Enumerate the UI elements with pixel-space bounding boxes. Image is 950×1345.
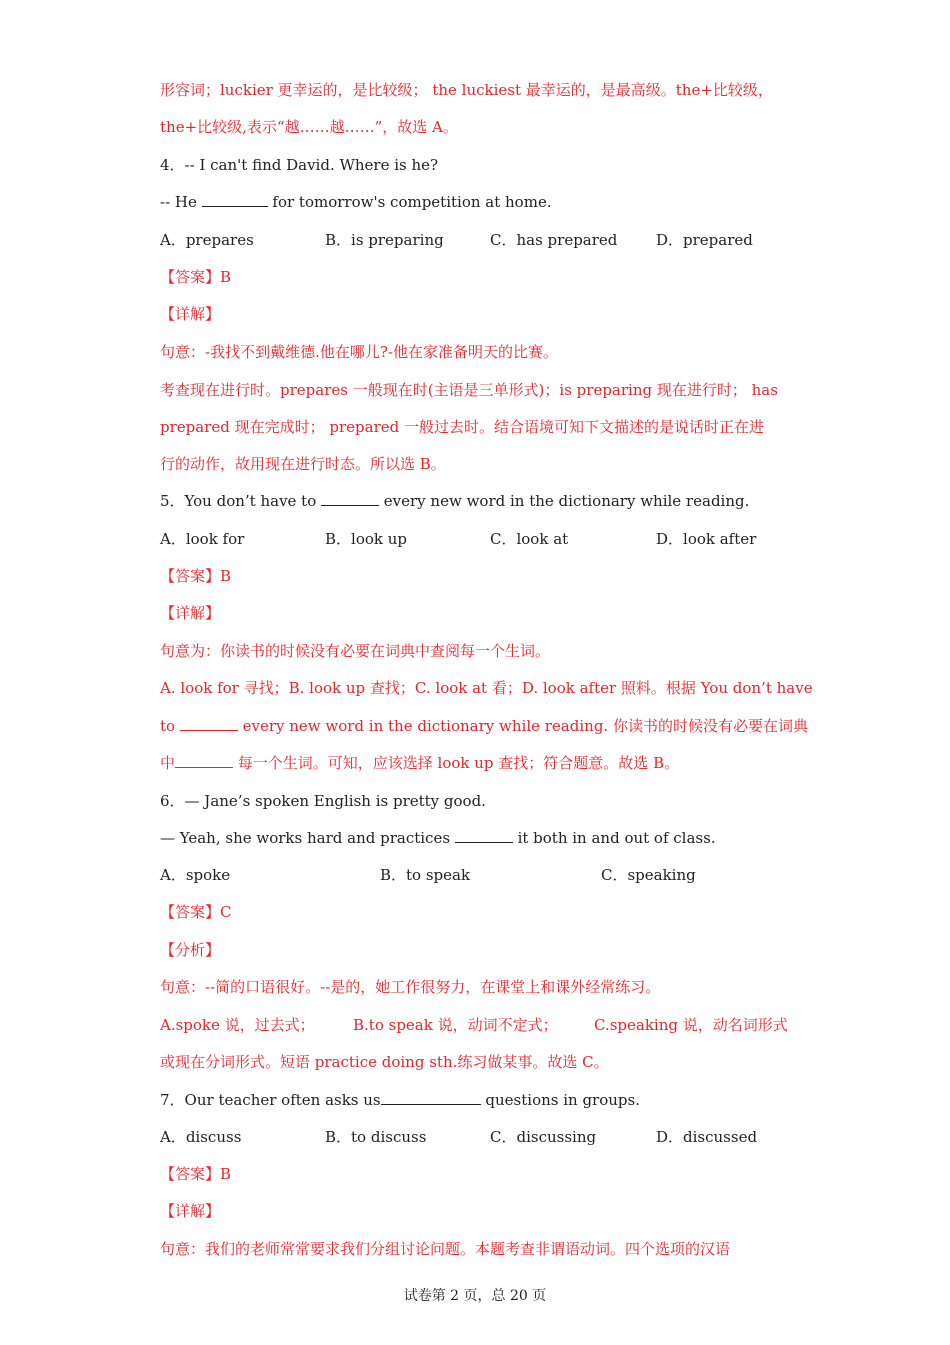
answer-blank — [381, 1090, 481, 1105]
option-b[interactable]: B．look up — [325, 530, 408, 548]
explanation-line: to every new word in the dictionary while reading. 你读书的时候没有必要在词典 — [160, 717, 808, 735]
carryover-explanation-line-2: the+比较级,表示“越……越……”，故选 A。 — [160, 118, 458, 136]
question-4-stem: 4．-- I can't find David. Where is he? — [160, 156, 439, 174]
explanation-line: A. look for 寻找；B. look up 查找；C. look at 看；D. look after 照料。根据 You don’t have — [160, 679, 813, 697]
explanation-line: 行的动作，故用现在进行时态。所以选 B。 — [160, 455, 446, 473]
answer-blank — [175, 753, 233, 768]
option-a[interactable]: A．spoke — [160, 866, 231, 884]
option-c[interactable]: C．look at — [490, 530, 569, 548]
answer-blank — [202, 192, 268, 207]
answer-label: 【答案】C — [160, 903, 232, 921]
explanation-heading: 【详解】 — [160, 1202, 221, 1220]
answer-blank — [455, 828, 513, 843]
option-b[interactable]: B．is preparing — [325, 231, 444, 249]
answer-label: 【答案】B — [160, 1165, 232, 1183]
explanation-heading: 【详解】 — [160, 305, 221, 323]
question-6-line-2: — Yeah, she works hard and practices it both in and out of class. — [160, 829, 716, 847]
question-6-stem: 6．— Jane’s spoken English is pretty good. — [160, 792, 486, 810]
explanation-heading: 【详解】 — [160, 604, 221, 622]
option-d[interactable]: D．discussed — [656, 1128, 758, 1146]
explanation-line: 句意：我们的老师常常要求我们分组讨论问题。本题考查非谓语动词。四个选项的汉语 — [160, 1240, 731, 1258]
answer-label: 【答案】B — [160, 268, 232, 286]
option-c[interactable]: C．has prepared — [490, 231, 618, 249]
carryover-explanation-line-1: 形容词；luckier 更幸运的，是比较级； the luckiest 最幸运的，是最高级。the+比较级， — [160, 81, 773, 99]
explanation-line: 句意：-我找不到戴维德.他在哪儿?-他在家准备明天的比赛。 — [160, 343, 558, 361]
question-5-stem: 5．You don’t have to every new word in the dictionary while reading. — [160, 492, 750, 510]
analysis-heading: 【分析】 — [160, 941, 221, 959]
option-b[interactable]: B．to discuss — [325, 1128, 427, 1146]
answer-blank — [180, 716, 238, 731]
option-c[interactable]: C．discussing — [490, 1128, 597, 1146]
option-b[interactable]: B．to speak — [380, 866, 471, 884]
option-a[interactable]: A．prepares — [160, 231, 254, 249]
answer-blank — [321, 491, 379, 506]
explanation-line: 句意：--简的口语很好。--是的，她工作很努力，在课堂上和课外经常练习。 — [160, 978, 661, 996]
question-4-line-2: -- He for tomorrow's competition at home. — [160, 193, 552, 211]
option-a[interactable]: A．look for — [160, 530, 245, 548]
option-d[interactable]: D．look after — [656, 530, 757, 548]
explanation-line: 或现在分词形式。短语 practice doing sth.练习做某事。故选 C。 — [160, 1053, 609, 1071]
option-a[interactable]: A．discuss — [160, 1128, 242, 1146]
page-footer: 试卷第 2 页，总 20 页 — [403, 1288, 547, 1304]
explanation-line: 句意为：你读书的时候没有必要在词典中查阅每一个生词。 — [160, 642, 551, 660]
option-c[interactable]: C．speaking — [601, 866, 696, 884]
explanation-line: 中 每一个生词。可知，应该选择 look up 查找；符合题意。故选 B。 — [160, 754, 680, 772]
explanation-line: prepared 现在完成时； prepared 一般过去时。结合语境可知下文描述的是说话时正在进 — [160, 418, 764, 436]
answer-label: 【答案】B — [160, 567, 232, 585]
exam-page: 形容词；luckier 更幸运的，是比较级； the luckiest 最幸运的，是最高级。the+比较级， the+比较级,表示“越……越……”，故选 A。 4．-- I can't find David. Where is he? -- He for tomorrow's competition at home. A．prepares B．is preparing C．has prepared D．prepared 【答案】B 【详解】 句意：-我找不到戴维德.他在哪儿?-他在家准备明天的比赛。 考查现在进行时。prepares 一般现在时(主语是三单形式)；is preparing 现在进行时； has prepared 现在完成时； prepared 一般过去时。结合语境可知下文描述的是说话时正在进 行的动作，故用现在进行时态。所以选 B。 5．You don’t have to every new word in the dictionary while reading. A．look for B．look up C．look at D．look after 【答案】B 【详解】 句意为：你读书的时候没有必要在词典中查阅每一个生词。 A. look for 寻找；B. look up 查找；C. look at 看；D. look after 照料。根据 You don’t have to every new word in the dictionary while reading. 你读书的时候没有必要在词典 中 每一个生词。可知，应该选择 look up 查找；符合题意。故选 B。 6．— Jane’s spoken English is pretty good. — Yeah, she works hard and practices it both in and out of class. A．spoke B．to speak C．speaking 【答案】C 【分析】 句意：--简的口语很好。--是的，她工作很努力，在课堂上和课外经常练习。 A.spoke 说，过去式； B.to speak 说，动词不定式； C.speaking 说，动名词形式 或现在分词形式。短语 practice doing sth.练习做某事。故选 C。 7．Our teacher often asks us questions in groups. A．discuss B．to discuss C．discussing D．discussed 【答案】B 【详解】 句意：我们的老师常常要求我们分组讨论问题。本题考查非谓语动词。四个选项的汉语 试卷第 2 页，总 20 页 — [0, 0, 950, 1345]
question-7-stem: 7．Our teacher often asks us questions in groups. — [160, 1091, 640, 1109]
explanation-line: 考查现在进行时。prepares 一般现在时(主语是三单形式)；is preparing 现在进行时； has — [160, 381, 778, 399]
option-d[interactable]: D．prepared — [656, 231, 753, 249]
